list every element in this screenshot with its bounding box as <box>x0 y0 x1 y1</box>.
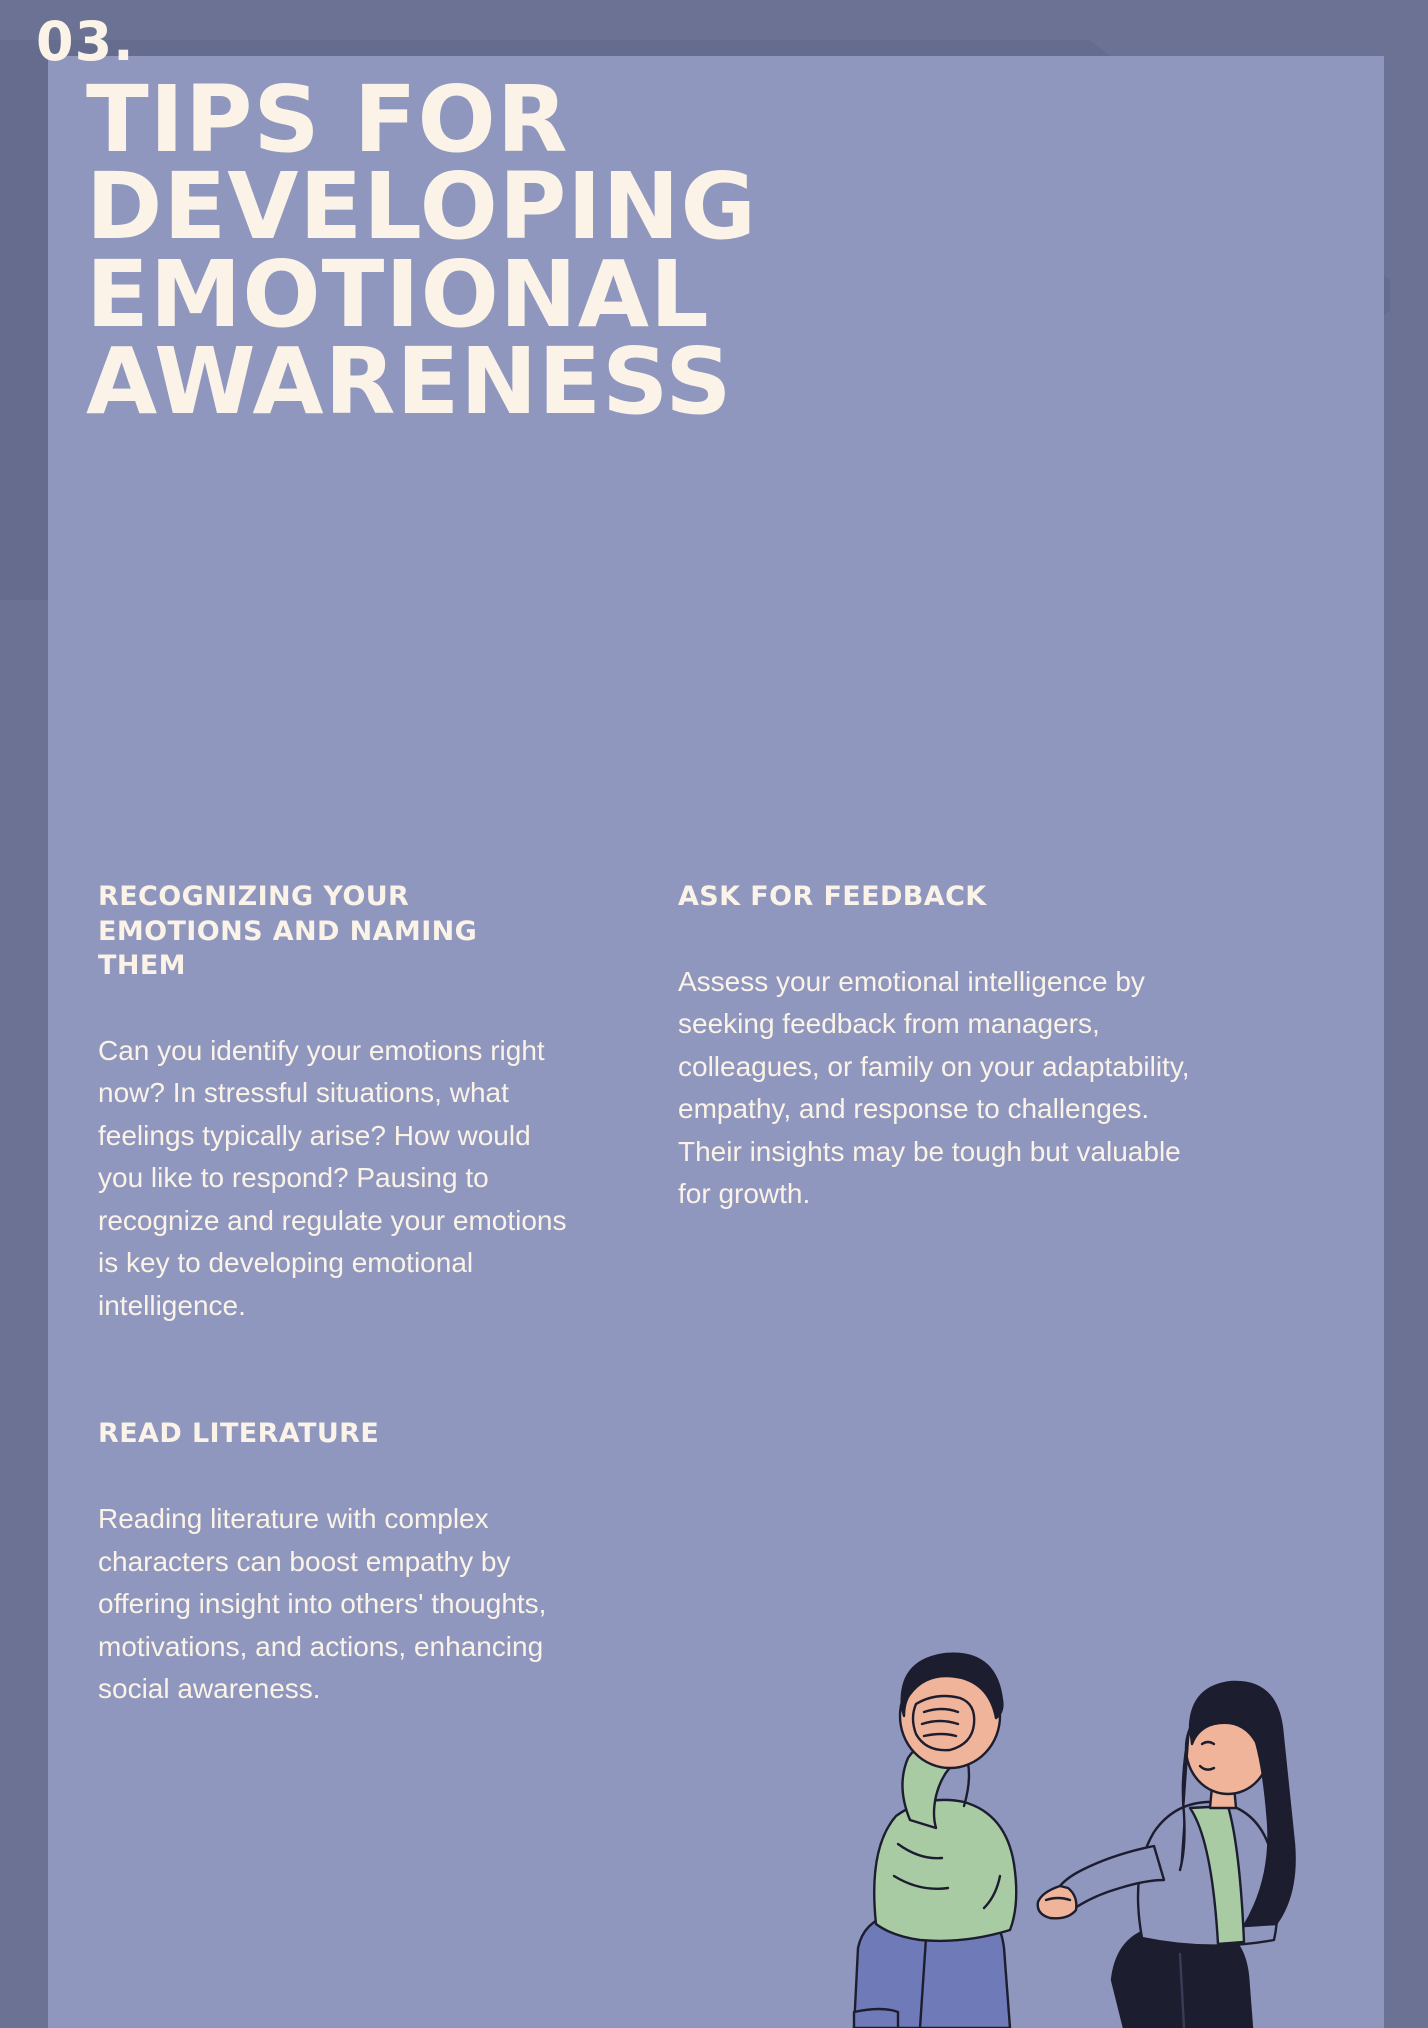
page-title-line-2: EMOTIONAL AWARENESS <box>86 240 733 436</box>
card-row-top <box>98 880 1328 1327</box>
card-read-literature <box>98 1417 568 1710</box>
card-ask-for-feedback <box>678 880 1208 1327</box>
card-heading: RECOGNIZING YOUR EMOTIONS AND NAMING THEM <box>98 881 478 982</box>
content-area <box>98 880 1328 1711</box>
card-heading: ASK FOR FEEDBACK <box>678 881 987 912</box>
card-heading: READ LITERATURE <box>98 1418 380 1450</box>
card-body: Reading literature with complex characters can boost empathy by offering insight into others' thoughts, motivations, and actions, enhancing social awareness. <box>98 1503 547 1705</box>
card-body: Assess your emotional intelligence by seeking feedback from managers, colleagues, or family on your adaptability, empathy, and response to challenges. Their insights may be tough but valuable for growth. <box>678 965 1190 1210</box>
section-number: 03. <box>36 10 135 73</box>
card-recognizing-emotions <box>98 880 568 1327</box>
page-title-line-1: TIPS FOR DEVELOPING <box>86 66 757 261</box>
two-people-comforting-illustration <box>824 1608 1384 2028</box>
card-body: Can you identify your emotions right now? In stressful situations, what feelings typically arise? How would you like to respond? Pausing to recognize and regulate your emotions is key to developing emotional intelligence. <box>98 1034 567 1321</box>
page-title <box>86 66 1146 436</box>
